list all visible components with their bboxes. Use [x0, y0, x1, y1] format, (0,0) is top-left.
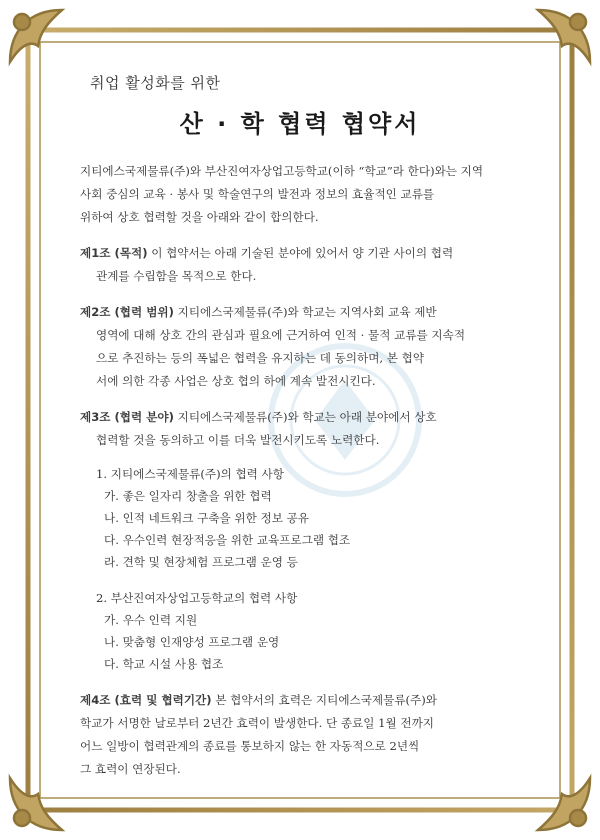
article-2-line: 으로 추진하는 등의 폭넓은 협력을 유지하는 데 동의하며, 본 협약 [96, 351, 425, 365]
document-subtitle: 취업 활성화를 위한 [90, 74, 221, 92]
list-item: 나. 인적 네트워크 구축을 위한 정보 공유 [104, 511, 309, 525]
article-1 [80, 245, 453, 261]
list-item: 가. 우수 인력 지원 [104, 613, 198, 627]
cooperation-heading-school: 2. 부산진여자상업고등학교의 협력 사항 [96, 591, 298, 605]
article-1-line: 관계를 수립함을 목적으로 한다. [96, 269, 257, 283]
article-4-line: 그 효력이 연장된다. [80, 762, 181, 776]
article-2 [80, 304, 437, 320]
article-1-heading: 제1조 (목적) [80, 246, 148, 260]
document-title: 산 · 학 협력 협약서 [179, 110, 421, 138]
list-item: 다. 학교 시설 사용 협조 [104, 657, 224, 671]
article-3-heading: 제3조 (협력 분야) [80, 410, 174, 424]
intro-line: 위하여 상호 협력할 것을 아래와 같이 합의한다. [80, 210, 319, 224]
list-item: 나. 맞춤형 인재양성 프로그램 운영 [104, 635, 280, 649]
article-2-line: 서에 의한 각종 사업은 상호 협의 하에 계속 발전시킨다. [96, 374, 376, 388]
article-4 [80, 692, 437, 708]
article-2-heading: 제2조 (협력 범위) [80, 305, 174, 319]
article-4-line: 본 협약서의 효력은 지티에스국제물류(주)와 [215, 693, 437, 707]
article-4-line: 학교가 서명한 날로부터 2년간 효력이 발생한다. 단 종료일 1월 전까지 [80, 716, 434, 730]
list-item: 다. 우수인력 현장적응을 위한 교육프로그램 협조 [104, 533, 351, 547]
article-2-line: 영역에 대해 상호 간의 관심과 필요에 근거하여 인적 · 물적 교류를 지속적 [96, 328, 466, 342]
article-1-line: 이 협약서는 아래 기술된 분야에 있어서 양 기관 사이의 협력 [151, 246, 454, 260]
article-3-line: 지티에스국제물류(주)와 학교는 아래 분야에서 상호 [177, 410, 437, 424]
cooperation-heading-company: 1. 지티에스국제물류(주)의 협력 사항 [96, 467, 284, 481]
article-4-line: 어느 일방이 협력관계의 종료를 통보하지 않는 한 자동적으로 2년씩 [80, 739, 420, 753]
list-item: 라. 견학 및 현장체험 프로그램 운영 등 [104, 555, 298, 569]
intro-line: 지티에스국제물류(주)와 부산진여자상업고등학교(이하 “학교”라 한다)와는 지역 [80, 164, 484, 178]
article-4-heading: 제4조 (효력 및 협력기간) [80, 693, 212, 707]
intro-line: 사회 중심의 교육 · 봉사 및 학술연구의 발전과 정보의 효율적인 교류를 [80, 187, 435, 201]
article-2-line: 지티에스국제물류(주)와 학교는 지역사회 교육 제반 [177, 305, 437, 319]
article-3 [80, 409, 437, 425]
article-3-line: 협력할 것을 동의하고 이를 더욱 발전시키도록 노력한다. [96, 433, 380, 447]
list-item: 가. 좋은 일자리 창출을 위한 협력 [104, 489, 272, 503]
